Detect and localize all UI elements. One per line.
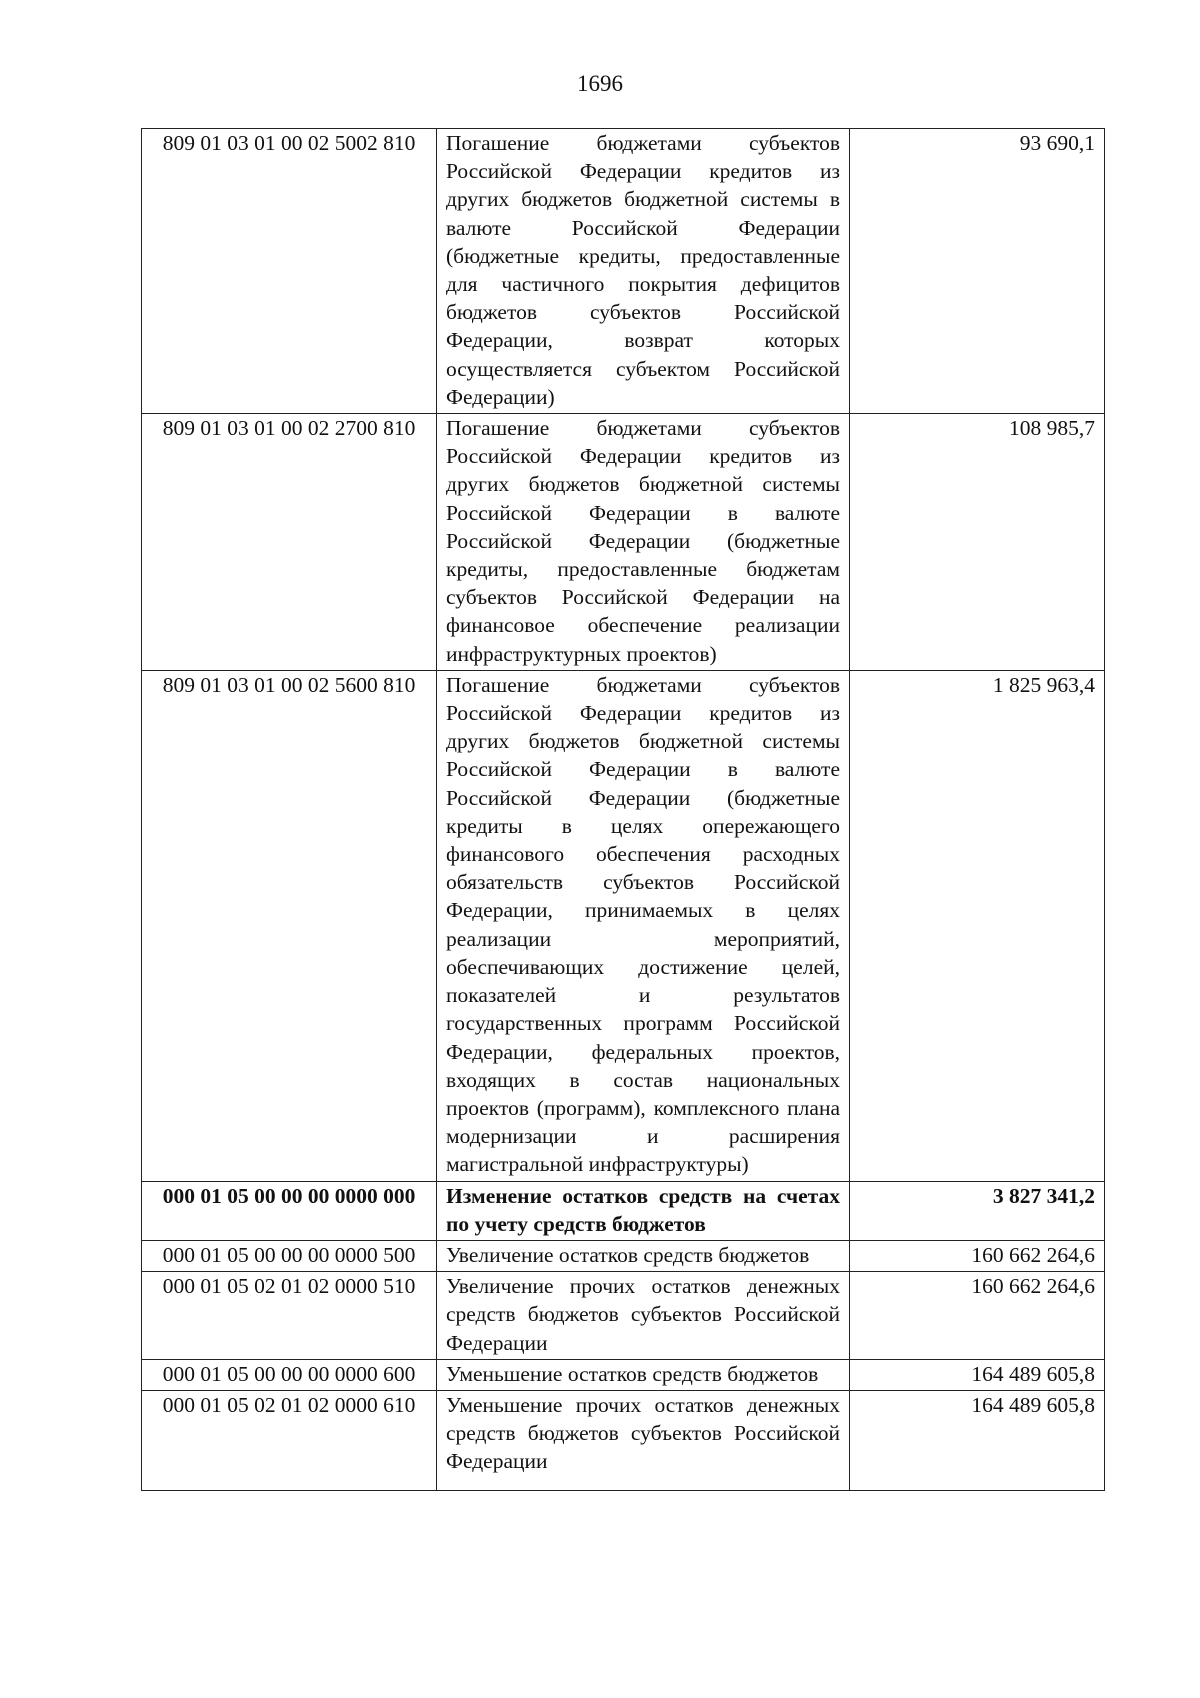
description-cell: Погашение бюджетами субъектов Российской Федерации кредитов из других бюджетов бюджетной системы Российской Федерации в валюте Российской Федерации (бюджетные кредиты, предоставленные бюджетам субъектов Российской Федерации на финансовое обеспечение реализации инфраструктурных проектов)	[437, 414, 850, 671]
amount-cell: 160 662 264,6	[850, 1272, 1105, 1360]
page-number: 1696	[577, 71, 623, 96]
table-row	[142, 129, 1105, 414]
description-cell: Погашение бюджетами субъектов Российской Федерации кредитов из других бюджетов бюджетной системы Российской Федерации в валюте Российской Федерации (бюджетные кредиты в целях опережающего финансового обеспечения расходных обязательств субъектов Российской Федерации, принимаемых в целях реализации мероприятий, обеспечивающих достижение целей, показателей и результатов государственных программ Российской Федерации, федеральных проектов, входящих в состав национальных проектов (программ), комплексного плана модернизации и расширения магистральной инфраструктуры)	[437, 670, 850, 1181]
description-cell: Погашение бюджетами субъектов Российской Федерации кредитов из других бюджетов бюджетной системы в валюте Российской Федерации (бюджетные кредиты, предоставленные для частичного покрытия дефицитов бюджетов субъектов Российской Федерации, возврат которых осуществляется субъектом Российской Федерации)	[437, 129, 850, 414]
classification-code-cell: 809 01 03 01 00 02 5600 810	[142, 670, 437, 1181]
table-row	[142, 1272, 1105, 1360]
table-row	[142, 670, 1105, 1181]
description-cell: Уменьшение прочих остатков денежных средств бюджетов субъектов Российской Федерации	[437, 1390, 850, 1490]
amount-cell: 164 489 605,8	[850, 1359, 1105, 1390]
amount-cell: 160 662 264,6	[850, 1240, 1105, 1271]
budget-sources-table	[141, 128, 1105, 1491]
description-cell: Увеличение остатков средств бюджетов	[437, 1240, 850, 1271]
amount-cell: 1 825 963,4	[850, 670, 1105, 1181]
amount-cell: 93 690,1	[850, 129, 1105, 414]
classification-code-cell: 000 01 05 00 00 00 0000 000	[142, 1181, 437, 1240]
amount-cell: 164 489 605,8	[850, 1390, 1105, 1490]
table-row	[142, 1390, 1105, 1490]
table-row	[142, 1240, 1105, 1271]
description-cell: Уменьшение остатков средств бюджетов	[437, 1359, 850, 1390]
description-cell: Увеличение прочих остатков денежных средств бюджетов субъектов Российской Федерации	[437, 1272, 850, 1360]
amount-cell: 108 985,7	[850, 414, 1105, 671]
classification-code-cell: 809 01 03 01 00 02 2700 810	[142, 414, 437, 671]
classification-code-cell: 000 01 05 02 01 02 0000 610	[142, 1390, 437, 1490]
table-row	[142, 414, 1105, 671]
classification-code-cell: 809 01 03 01 00 02 5002 810	[142, 129, 437, 414]
classification-code-cell: 000 01 05 02 01 02 0000 510	[142, 1272, 437, 1360]
table-row-total	[142, 1181, 1105, 1240]
amount-cell: 3 827 341,2	[850, 1181, 1105, 1240]
description-cell: Изменение остатков средств на счетах по учету средств бюджетов	[437, 1181, 850, 1240]
table-row	[142, 1359, 1105, 1390]
classification-code-cell: 000 01 05 00 00 00 0000 600	[142, 1359, 437, 1390]
classification-code-cell: 000 01 05 00 00 00 0000 500	[142, 1240, 437, 1271]
